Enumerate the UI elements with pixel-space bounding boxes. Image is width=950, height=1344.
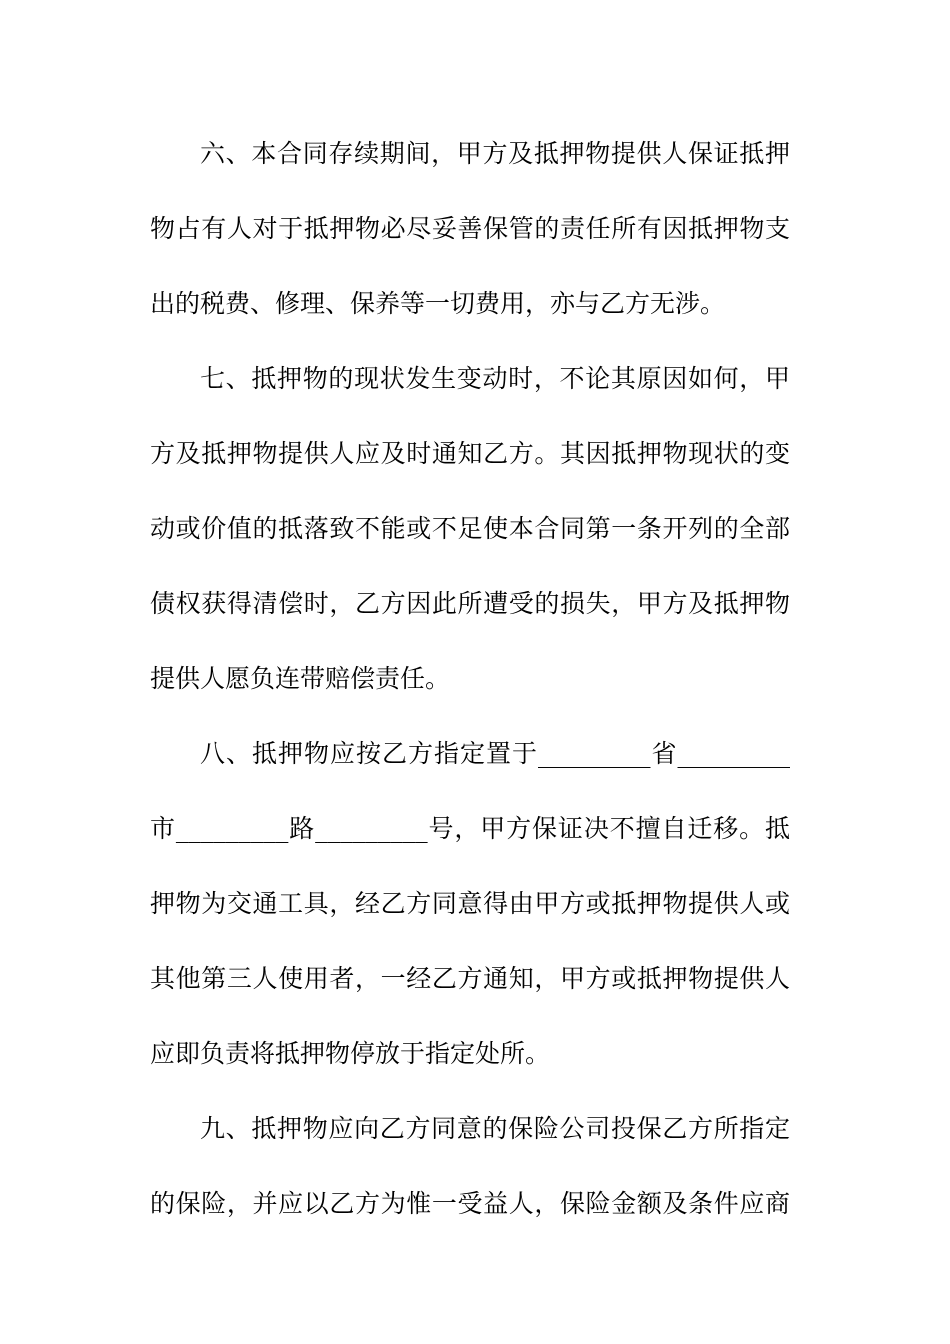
paragraph-7-line-2: 方及抵押物提供人应及时通知乙方。其因抵押物现状的变: [150, 439, 790, 468]
paragraph-7-line-5: 提供人愿负连带赔偿责任。: [150, 664, 451, 693]
paragraph-9-line-1: 九、抵押物应向乙方同意的保险公司投保乙方所指定: [200, 1114, 790, 1143]
paragraph-6-line-2: 物占有人对于抵押物必尽妥善保管的责任所有因抵押物支: [150, 214, 790, 243]
paragraph-6-line-1: 六、本合同存续期间，甲方及抵押物提供人保证抵押: [200, 139, 790, 168]
paragraph-7-line-4: 债权获得清偿时，乙方因此所遭受的损失，甲方及抵押物: [150, 589, 790, 618]
paragraph-8-line-2: 市_________路_________号，甲方保证决不擅自迁移。抵: [150, 814, 790, 843]
paragraph-8-line-3: 押物为交通工具，经乙方同意得由甲方或抵押物提供人或: [150, 889, 790, 918]
paragraph-7-line-3: 动或价值的抵落致不能或不足使本合同第一条开列的全部: [150, 514, 790, 543]
paragraph-8-line-5: 应即负责将抵押物停放于指定处所。: [150, 1039, 551, 1068]
paragraph-9-line-2: 的保险，并应以乙方为惟一受益人，保险金额及条件应商: [150, 1189, 790, 1218]
paragraph-6-line-3: 出的税费、修理、保养等一切费用，亦与乙方无涉。: [150, 289, 726, 318]
paragraph-8-line-1: 八、抵押物应按乙方指定置于_________省_________: [200, 739, 790, 768]
paragraph-8-line-4: 其他第三人使用者，一经乙方通知，甲方或抵押物提供人: [150, 964, 790, 993]
paragraph-7-line-1: 七、抵押物的现状发生变动时，不论其原因如何，甲: [200, 364, 790, 393]
